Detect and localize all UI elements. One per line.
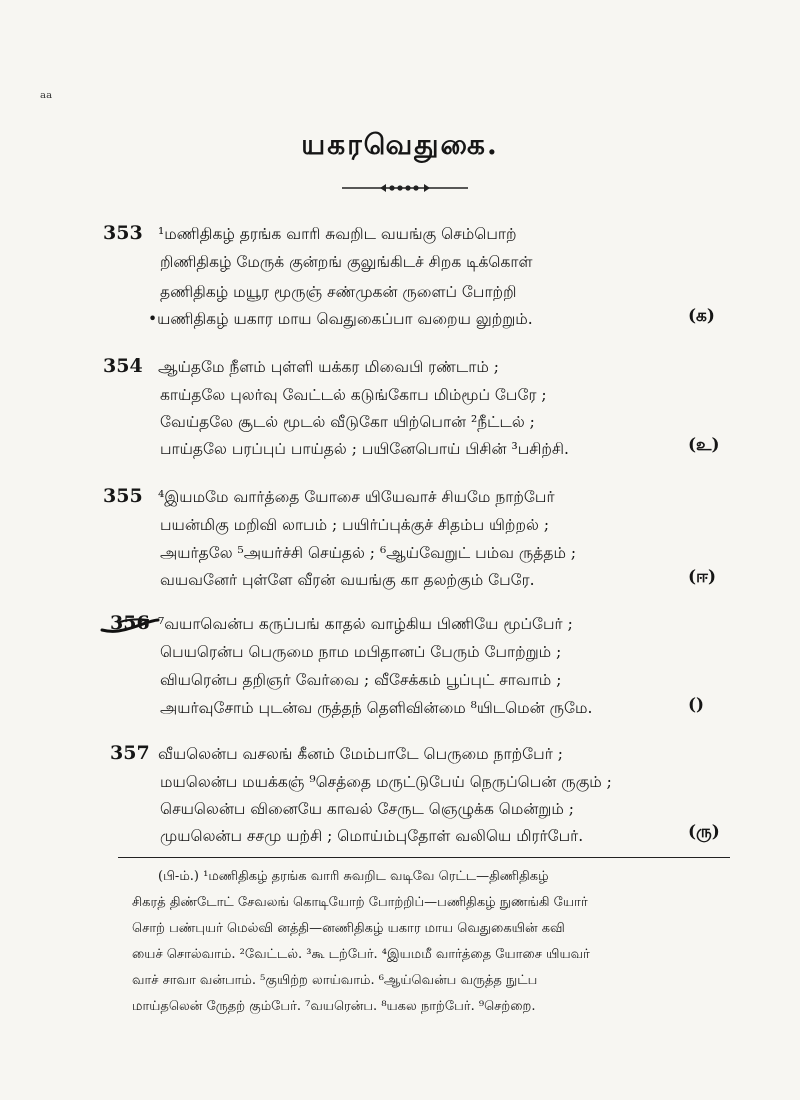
verse-number: 355 xyxy=(103,485,143,507)
verse-number: 353 xyxy=(103,222,143,244)
footnote-line: சொற் பண்புயர் மெல்வி னத்தி—னணிதிகழ் யகார மாய வெதுகையின் கவி xyxy=(132,921,565,936)
verse-number: 354 xyxy=(103,355,143,377)
verse-line: அயர்தலே ⁵அயர்ச்சி செய்தல் ; ⁶ஆய்வேறுட் பம்வ ருத்தம் ; xyxy=(160,544,577,562)
verse-line: •யணிதிகழ் யகார மாய வெதுகைப்பா வறைய லுற்றும். xyxy=(148,310,533,328)
verse-line: ¹மணிதிகழ் தரங்க வாரி சுவறிட வயங்கு செம்பொற் xyxy=(158,225,517,243)
verse-line: அயர்வுசோம் புடன்வ ருத்தந் தெளிவின்மை ⁸யிடமென் ருமே. xyxy=(160,699,593,717)
verse-line: செயலென்ப வினையே காவல் சேருட ஞெழுக்க மென்றும் ; xyxy=(160,800,574,818)
verse-mark: (க) xyxy=(688,306,715,326)
verse-line: வீயலென்ப வசலங் கீனம் மேம்பாடே பெருமை நாற்பேர் ; xyxy=(158,745,563,763)
verse-line: வியரென்ப தறிஞர் வேர்வை ; வீசேக்கம் பூப்புட் சாவாம் ; xyxy=(160,671,562,689)
verse-line: பெயரென்ப பெருமை நாம மபிதானப் பேரும் போற்றும் ; xyxy=(160,643,562,661)
footnote-line: யைச் சொல்வாம். ²வேட்டல். ³கூ டற்பேர். ⁴இயமமீ வார்த்தை யோசை யியவர் xyxy=(132,947,590,962)
verse-mark: (ஈ) xyxy=(688,567,717,587)
verse-line: பாய்தலே பரப்புப் பாய்தல் ; பயினேபொய் பிசின் ³பசிற்சி. xyxy=(160,440,569,458)
verse-line: ⁷வயாவென்ப கருப்பங் காதல் வாழ்கிய பிணியே மூப்பேர் ; xyxy=(158,615,573,633)
verse-line: றிணிதிகழ் மேருக் குன்றங் குலுங்கிடச் சிறக டிக்கொள் xyxy=(160,253,533,271)
verse-mark: (ரு) xyxy=(688,822,720,842)
footnote-line: (பி-ம்.) ¹மணிதிகழ் தரங்க வாரி சுவறிட வடிவே ரெட்ட—திணிதிகழ் xyxy=(158,869,549,884)
verse-line: மயலென்ப மயக்கஞ் ⁹செத்தை மருட்டுபேய் நெருப்பென் ருகும் ; xyxy=(160,773,612,791)
verse-line: பயன்மிகு மறிவி லாபம் ; பயிர்ப்புக்குச் சிதம்ப யிற்றல் ; xyxy=(160,516,550,534)
verse-line: ⁴இயமமே வார்த்தை யோசை யியேவாச் சியமே நாற்பேர் xyxy=(158,488,555,506)
footnote-line: சிகரத் திண்டோட் சேவலங் கொடியோற் போற்றிப்—பணிதிகழ் நுணங்கி யோர் xyxy=(132,895,588,910)
verse-line: வயவனேர் புள்ளே வீரன் வயங்கு கா தலற்கும் பேரே. xyxy=(160,571,535,589)
footnote-line: மாய்தலென் ருேதற் கும்பேர். ⁷வயரென்ப. ⁸யகல நாற்பேர். ⁹செற்றை. xyxy=(132,999,536,1014)
verse-number: 356 xyxy=(110,612,150,634)
verse-number: 357 xyxy=(110,742,150,764)
verse-line: தணிதிகழ் மயூர மூருஞ் சண்முகன் ருளைப் போற்றி xyxy=(160,283,517,301)
verse-line: வேய்தலே சூடல் மூடல் வீடுகோ யிற்பொன் ²நீட்டல் ; xyxy=(160,413,535,431)
verse-line: முயலென்ப சசமு யற்சி ; மொய்ம்புதோள் வலியெ மிரர்பேர். xyxy=(160,827,584,845)
page-title: யகரவெதுகை. xyxy=(301,128,499,161)
title-ornament xyxy=(340,180,470,196)
verse-line: காய்தலே புலர்வு வேட்டல் கடுங்கோப மிம்மூப் பேரே ; xyxy=(160,386,547,404)
footnote-line: வாச் சாவா வன்பாம். ⁵குயிற்ற லாய்வாம். ⁶ஆய்வென்ப வருத்த நுட்ப xyxy=(132,973,538,988)
verse-mark: () xyxy=(688,695,705,715)
corner-mark: ᵃᵃ xyxy=(40,88,53,107)
footnote-divider xyxy=(118,857,730,858)
verse-line: ஆய்தமே நீளம் புள்ளி யக்கர மிவைபி ரண்டாம் ; xyxy=(158,358,499,376)
verse-mark: (உ) xyxy=(688,435,720,455)
